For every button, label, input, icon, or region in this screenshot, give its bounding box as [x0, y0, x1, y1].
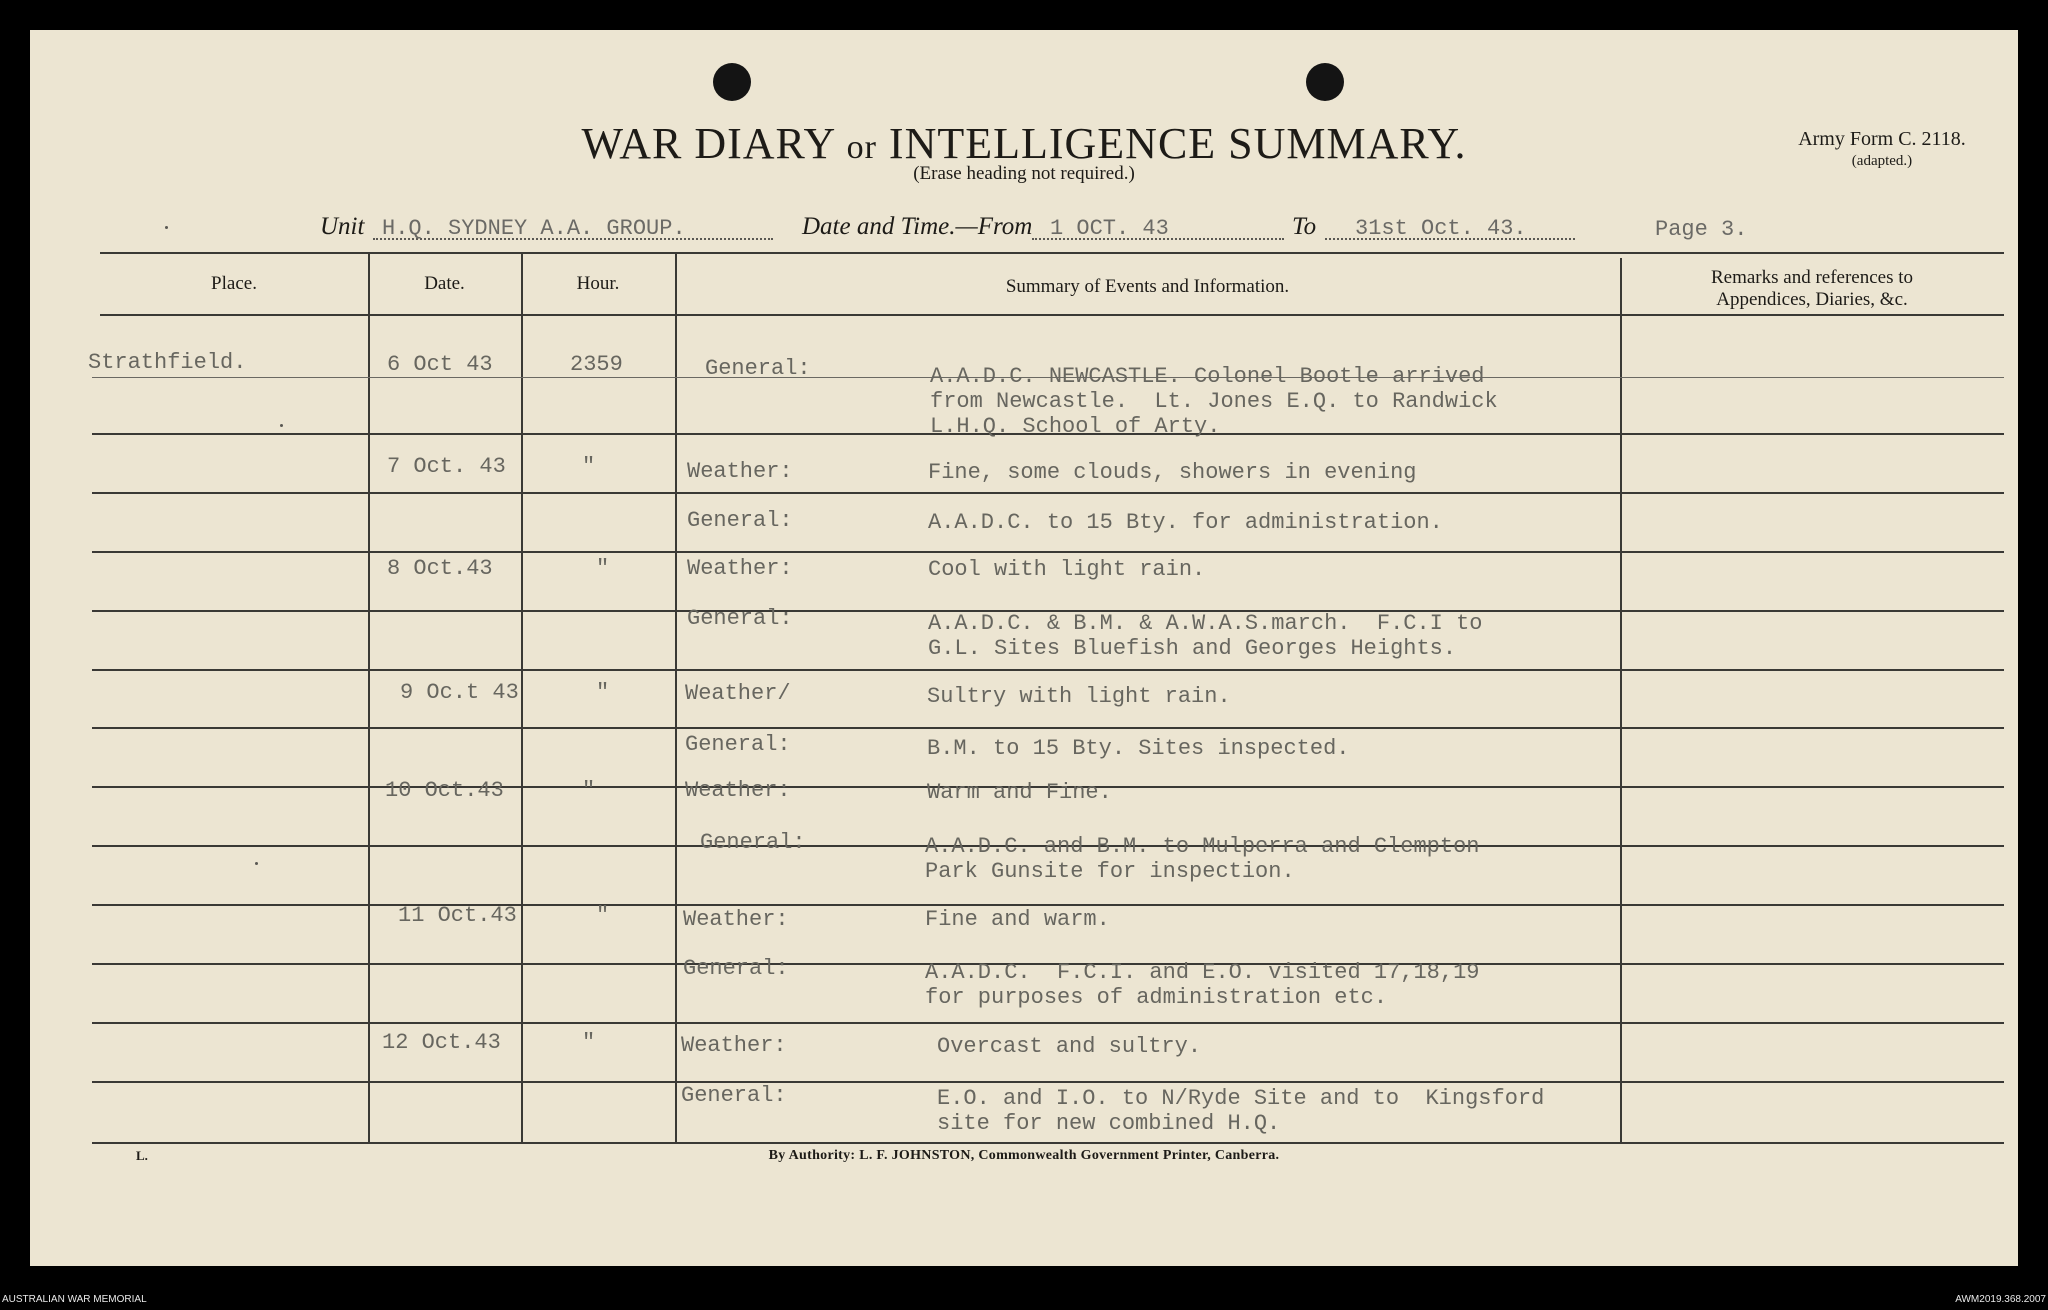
entry-6-date: 9 Oc.t 43 — [400, 680, 519, 705]
unit-value: H.Q. SYDNEY A.A. GROUP. — [382, 216, 686, 241]
entry-1-category: General: — [705, 356, 811, 381]
title-war-diary: WAR DIARY — [581, 119, 835, 168]
footer-mark: L. — [136, 1148, 148, 1163]
paper-speck — [165, 226, 168, 229]
rule-3 — [92, 492, 2004, 494]
entry-7-category: General: — [685, 732, 791, 757]
entry-2-date: 7 Oct. 43 — [387, 454, 506, 479]
entry-2-hour: " — [582, 454, 596, 479]
entry-13-text: E.O. and I.O. to N/Ryde Site and to Kingsford site for new combined H.Q. — [937, 1086, 1545, 1136]
entry-11-text: A.A.D.C. F.C.I. and E.O. visited 17,18,19 for purposes of administration etc. — [925, 960, 1480, 1010]
date-to-value: 31st Oct. 43. — [1355, 216, 1527, 241]
rule-7 — [92, 727, 2004, 729]
army-form-note: (adapted.) — [1851, 153, 1913, 169]
entry-4-category: Weather: — [687, 556, 793, 581]
column-header-summary: Summary of Events and Information. — [1005, 276, 1290, 297]
rule-10 — [92, 904, 2004, 906]
column-divider-summary — [1620, 258, 1622, 1142]
entry-6-hour: " — [596, 680, 610, 705]
entry-6-text: Sultry with light rain. — [927, 684, 1231, 709]
page-number: Page 3. — [1655, 217, 1748, 242]
entry-1-date: 6 Oct 43 — [387, 352, 493, 377]
rule-6 — [92, 669, 2004, 671]
rule-header — [100, 314, 2004, 316]
remarks-header-line-1: Remarks and references to — [1710, 267, 1914, 288]
entry-4-date: 8 Oct.43 — [387, 556, 493, 581]
date-to-label: To — [1292, 213, 1317, 240]
column-divider-place — [368, 252, 370, 1142]
rule-4 — [92, 551, 2004, 553]
page-subtitle: (Erase heading not required.) — [913, 163, 1135, 184]
entry-2-category: Weather: — [687, 459, 793, 484]
rule-13 — [92, 1081, 2004, 1083]
entry-10-hour: " — [596, 903, 610, 928]
paper-speck — [280, 424, 283, 427]
entry-10-date: 11 Oct.43 — [398, 903, 517, 928]
page-title — [30, 118, 2018, 169]
punch-hole-left — [713, 63, 751, 101]
entry-10-category: Weather: — [683, 907, 789, 932]
entry-12-text: Overcast and sultry. — [937, 1034, 1202, 1059]
paper-speck — [255, 862, 258, 865]
entry-4-hour: " — [596, 556, 610, 581]
entry-8-category: Weather: — [685, 778, 791, 803]
caption-institution: AUSTRALIAN WAR MEMORIAL — [2, 1294, 147, 1305]
entry-10-text: Fine and warm. — [925, 907, 1110, 932]
entry-5-text: A.A.D.C. & B.M. & A.W.A.S.march. F.C.I to G.L. Sites Bluefish and Georges Heights. — [928, 611, 1483, 661]
entry-9-text: A.A.D.C. and B.M. to Mulperra and Clempton Park Gunsite for inspection. — [925, 834, 1480, 884]
entry-4-text: Cool with light rain. — [928, 557, 1206, 582]
diary-page — [30, 30, 2018, 1266]
column-divider-hour — [675, 252, 677, 1142]
entry-12-category: Weather: — [681, 1033, 787, 1058]
column-header-hour: Hour. — [576, 273, 620, 294]
column-header-remarks — [1620, 267, 2004, 311]
entry-12-hour: " — [582, 1030, 596, 1055]
table-bottom-border — [92, 1142, 2004, 1144]
entry-6-category: Weather/ — [685, 681, 791, 706]
column-header-date: Date. — [424, 273, 465, 294]
footer-authority: By Authority: L. F. JOHNSTON, Commonwealth Government Printer, Canberra. — [768, 1148, 1280, 1163]
table-top-border — [100, 252, 2004, 254]
rule-12 — [92, 1022, 2004, 1024]
entry-13-category: General: — [681, 1083, 787, 1108]
entry-7-text: B.M. to 15 Bty. Sites inspected. — [927, 736, 1350, 761]
entry-8-hour: " — [582, 778, 596, 803]
entry-5-category: General: — [687, 606, 793, 631]
entry-8-text: Warm and Fine. — [927, 780, 1112, 805]
date-from-label: Date and Time.—From — [802, 213, 1033, 240]
title-intelligence-summary: INTELLIGENCE SUMMARY. — [888, 119, 1467, 168]
column-header-place: Place. — [211, 273, 257, 294]
entry-11-category: General: — [683, 956, 789, 981]
entry-1-hour: 2359 — [570, 352, 623, 377]
entry-2-text: Fine, some clouds, showers in evening — [928, 460, 1417, 485]
entry-3-text: A.A.D.C. to 15 Bty. for administration. — [928, 510, 1443, 535]
entry-12-date: 12 Oct.43 — [382, 1030, 501, 1055]
caption-accession-number: AWM2019.368.2007 — [1955, 1294, 2046, 1305]
date-from-value: 1 OCT. 43 — [1050, 216, 1169, 241]
army-form-number: Army Form C. 2118. — [1798, 128, 1966, 150]
punch-hole-right — [1306, 63, 1344, 101]
entry-8-date: 10 Oct.43 — [385, 778, 504, 803]
title-or: or — [846, 129, 877, 166]
entry-9-category: General: — [700, 830, 806, 855]
unit-label: Unit — [320, 213, 365, 240]
column-divider-date — [521, 252, 523, 1142]
entry-1-text: A.A.D.C. NEWCASTLE. Colonel Bootle arrived from Newcastle. Lt. Jones E.Q. to Randwick L.H.Q. School of Arty. — [930, 364, 1498, 439]
remarks-header-line-2: Appendices, Diaries, &c. — [1716, 289, 1908, 310]
place-strathfield: Strathfield. — [88, 350, 247, 375]
army-form-label — [1782, 128, 1982, 172]
entry-3-category: General: — [687, 508, 793, 533]
